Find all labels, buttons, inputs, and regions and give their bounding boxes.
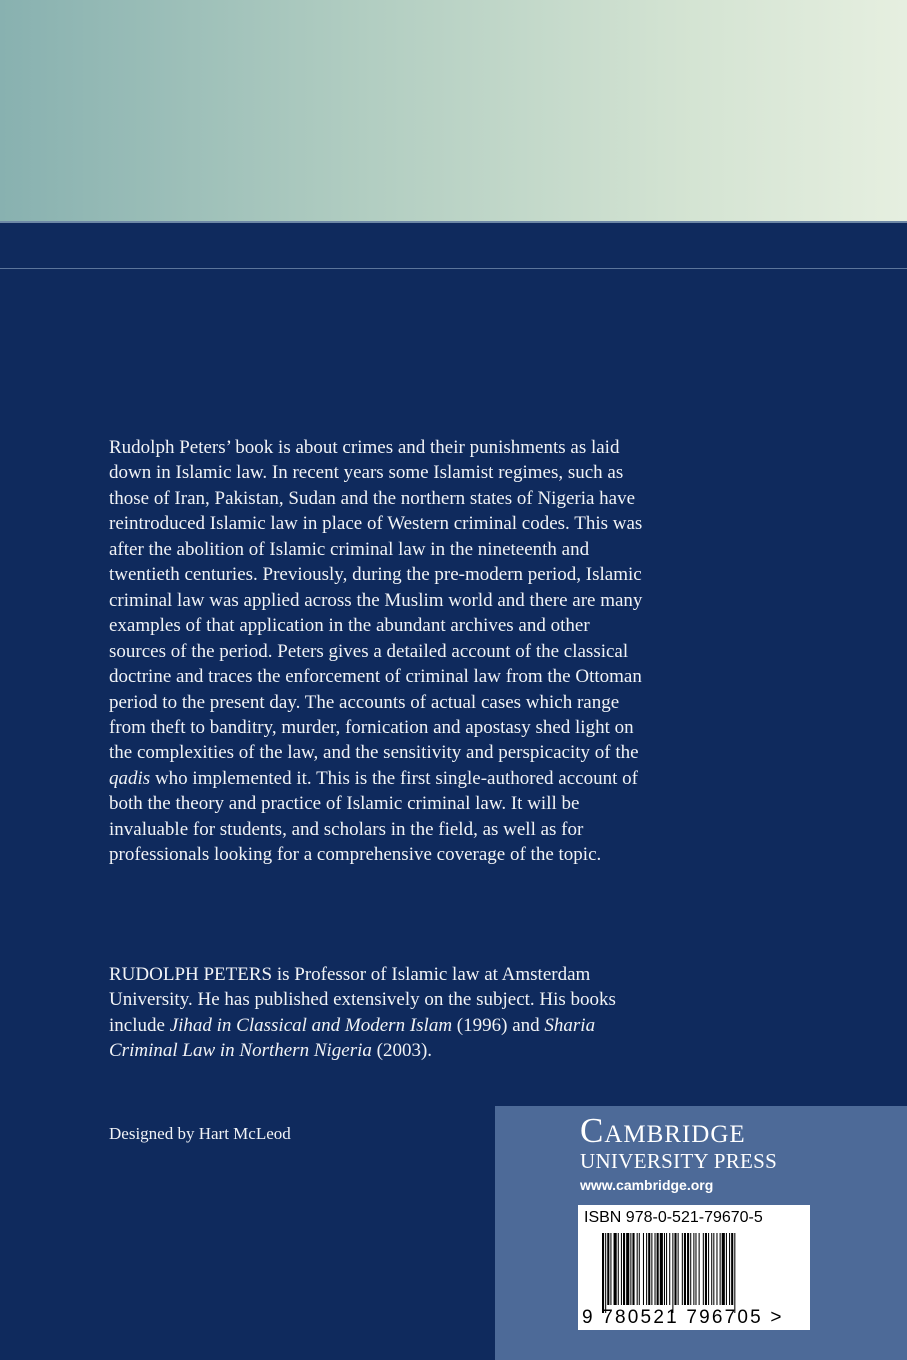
bio-run: Sharia Criminal Law in Northern Nigeria <box>109 1014 596 1061</box>
barcode-card <box>578 1205 810 1330</box>
barcode-bar <box>731 1233 733 1305</box>
barcode-bar <box>646 1233 647 1305</box>
barcode-bar <box>648 1233 650 1305</box>
barcode-bar <box>605 1233 606 1313</box>
barcode-bar <box>614 1233 617 1305</box>
barcode-bar <box>682 1233 683 1305</box>
barcode-bar <box>722 1233 725 1305</box>
barcode-bars <box>602 1233 802 1313</box>
barcode-bar <box>726 1233 727 1305</box>
barcode-bar <box>651 1233 652 1305</box>
barcode-bar <box>693 1233 694 1305</box>
bio-run: RUDOLPH PETERS is Professor of Islamic law at Amsterdam University. He has published extensively on the subject. His books include <box>109 964 616 1036</box>
isbn-label: ISBN 978-0-521-79670-5 <box>584 1209 763 1226</box>
barcode-digits: 9 780521 796705 > <box>582 1307 784 1328</box>
barcode-bar <box>705 1233 707 1305</box>
barcode-bar <box>623 1233 625 1305</box>
barcode-bar <box>678 1233 679 1305</box>
blurb-run: qadis <box>109 767 151 789</box>
blurb-run: Rudolph Peters’ book is about crimes and their punishments as laid down in Islamic law. In recent years some Islamist regimes, such as those of Iran, Pakistan, Sudan and the northern states of Nigeria have reintroduced Islamic law in place of Western criminal codes. This was after the abolition of Islamic criminal law in the nineteenth and twentieth centuries. Previously, during the pre-modern period, Islamic criminal law was applied across the Muslim world and there are many examples of that application in the abundant archives and other sources of the period. Peters gives a detailed account of the classical doctrine and traces the enforcement of criminal law from the Ottoman period to the present day. The accounts of actual cases which range from theft to banditry, murder, fornication and apostasy shed light on the complexities of the law, and the sensitivity and perspicacity of the <box>109 437 643 764</box>
bio-run: (2003). <box>371 1039 433 1061</box>
book-blurb <box>109 435 649 868</box>
barcode-bar <box>639 1233 640 1305</box>
barcode-bar <box>630 1233 631 1305</box>
barcode-bar <box>711 1233 712 1305</box>
barcode-bar <box>621 1233 622 1305</box>
barcode-bar <box>657 1233 659 1305</box>
barcode-bar <box>602 1233 604 1313</box>
barcode-bar <box>713 1233 714 1305</box>
blurb-run: who implemented it. This is the first single-authored account of both the theory and practice of Islamic criminal law. It will be invaluable for students, and scholars in the field, as well as for professionals looking for a comprehensive coverage of the topic. <box>109 767 638 866</box>
top-divider <box>0 221 907 223</box>
barcode-bar <box>669 1233 670 1305</box>
bio-run: (1996) and <box>452 1014 545 1036</box>
barcode-bar <box>672 1233 673 1313</box>
barcode-bar <box>660 1233 663 1305</box>
blurb-paragraph <box>109 435 649 868</box>
barcode-bar <box>690 1233 691 1305</box>
barcode-bar <box>632 1233 634 1305</box>
barcode-bar <box>637 1233 638 1305</box>
barcode-bar <box>674 1233 676 1305</box>
barcode-bar <box>626 1233 629 1305</box>
barcode-bar <box>687 1233 689 1305</box>
barcode-bar <box>610 1233 611 1305</box>
designer-credit: Designed by Hart McLeod <box>109 1124 291 1143</box>
top-color-band <box>0 0 907 221</box>
barcode-bar <box>684 1233 686 1305</box>
barcode-bar <box>708 1233 709 1305</box>
barcode-bar <box>703 1233 704 1305</box>
barcode-bar <box>666 1233 667 1305</box>
publisher-subtitle: UNIVERSITY PRESS <box>580 1149 778 1173</box>
barcode-bar <box>720 1233 721 1305</box>
barcode-bar <box>655 1233 656 1305</box>
thin-divider <box>0 268 907 269</box>
barcode-bar <box>716 1233 717 1305</box>
author-bio <box>109 962 649 1063</box>
bio-run: Jihad in Classical and Modern Islam <box>169 1014 453 1036</box>
barcode-bar <box>695 1233 696 1305</box>
barcode-bar <box>607 1233 609 1305</box>
barcode-bar <box>699 1233 700 1305</box>
barcode-bar <box>664 1233 665 1305</box>
barcode-bar <box>618 1233 619 1305</box>
barcode-bar <box>734 1233 735 1313</box>
publisher-url: www.cambridge.org <box>580 1177 714 1193</box>
barcode-bar <box>729 1233 730 1305</box>
publisher-name: Cambridge <box>580 1111 746 1150</box>
barcode-bar <box>643 1233 644 1305</box>
